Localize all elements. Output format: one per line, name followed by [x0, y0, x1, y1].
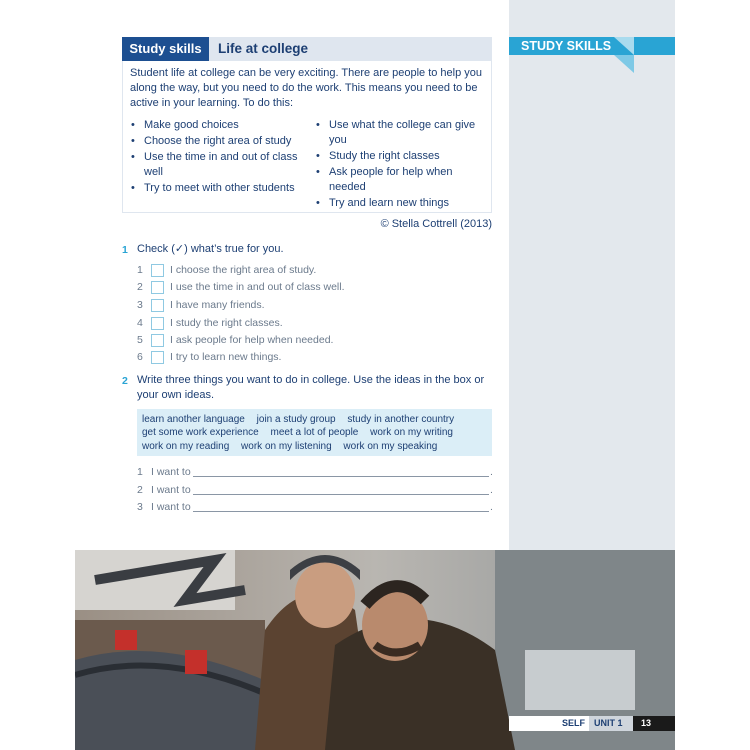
idea: study in another country: [347, 414, 455, 425]
idea: learn another language: [142, 414, 245, 425]
idea: work on my reading: [142, 441, 230, 452]
item-text: I choose the right area of study.: [170, 264, 317, 276]
question-2-number: 2: [122, 375, 128, 387]
item-number: 4: [137, 317, 143, 329]
checkbox[interactable]: [151, 317, 164, 330]
list-item: • Make good choices: [129, 118, 309, 133]
writing-line[interactable]: [193, 511, 489, 512]
page-number: 13: [633, 716, 675, 731]
idea: work on my speaking: [343, 441, 438, 452]
list-item: • Choose the right area of study: [129, 134, 309, 149]
list-item: • Try to meet with other students: [129, 181, 309, 196]
footer-section: SELF: [509, 716, 589, 731]
checkbox[interactable]: [151, 281, 164, 294]
list-item: • Use the time in and out of class well: [129, 150, 309, 180]
list-item: • Use what the college can give you: [314, 118, 482, 148]
textbook-page: [75, 0, 675, 750]
writing-line[interactable]: [193, 494, 489, 495]
tab-fold-shadow: [614, 55, 634, 73]
answer-prompt: I want to: [151, 466, 191, 478]
list-item: • Try and learn new things: [314, 196, 482, 211]
line-end: .: [490, 484, 493, 496]
checkbox[interactable]: [151, 351, 164, 364]
footer-unit: UNIT 1: [589, 716, 633, 731]
item-number: 2: [137, 281, 143, 293]
item-text: I ask people for help when needed.: [170, 334, 334, 346]
item-number: 3: [137, 299, 143, 311]
idea: meet a lot of people: [270, 427, 359, 438]
checkbox[interactable]: [151, 264, 164, 277]
question-1-number: 1: [122, 244, 128, 256]
question-1-text: Check (✓) what’s true for you.: [137, 243, 284, 255]
writing-line[interactable]: [193, 476, 489, 477]
ideas-box: [137, 409, 492, 456]
box-title: Life at college: [218, 41, 309, 56]
tab-fold-highlight: [614, 37, 634, 55]
idea: get some work experience: [142, 427, 259, 438]
ideas-line: [142, 426, 462, 440]
idea: work on my writing: [370, 427, 453, 438]
item-text: I try to learn new things.: [170, 351, 282, 363]
item-text: I have many friends.: [170, 299, 265, 311]
item-number: 5: [137, 334, 143, 346]
source-credit: © Stella Cottrell (2013): [380, 218, 492, 230]
answer-number: 3: [137, 501, 143, 513]
side-panel: [509, 0, 675, 550]
checkbox[interactable]: [151, 334, 164, 347]
answer-prompt: I want to: [151, 484, 191, 496]
answer-prompt: I want to: [151, 501, 191, 513]
ideas-line: [142, 440, 446, 454]
box-tag: Study skills: [122, 37, 209, 61]
box-intro: Student life at college can be very exciting. There are people to help you along the way, but you need to do the work. This means you need to be active in your learning. To do this:: [130, 67, 483, 109]
checkbox[interactable]: [151, 299, 164, 312]
line-end: .: [490, 501, 493, 513]
item-number: 6: [137, 351, 143, 363]
list-item: • Study the right classes: [314, 149, 482, 164]
page-footer: [509, 716, 675, 731]
left-bullet-list: [129, 118, 309, 197]
list-item: • Ask people for help when needed: [314, 165, 482, 195]
right-bullet-list: [314, 118, 482, 212]
idea: work on my listening: [241, 441, 332, 452]
answer-number: 1: [137, 466, 143, 478]
item-text: I use the time in and out of class well.: [170, 281, 345, 293]
study-skills-tab: STUDY SKILLS: [509, 37, 675, 55]
item-number: 1: [137, 264, 143, 276]
question-2-text: Write three things you want to do in college. Use the ideas in the box or your own ideas.: [137, 374, 485, 401]
item-text: I study the right classes.: [170, 317, 283, 329]
idea: join a study group: [256, 414, 336, 425]
answer-number: 2: [137, 484, 143, 496]
line-end: .: [490, 466, 493, 478]
ideas-line: [142, 413, 463, 427]
